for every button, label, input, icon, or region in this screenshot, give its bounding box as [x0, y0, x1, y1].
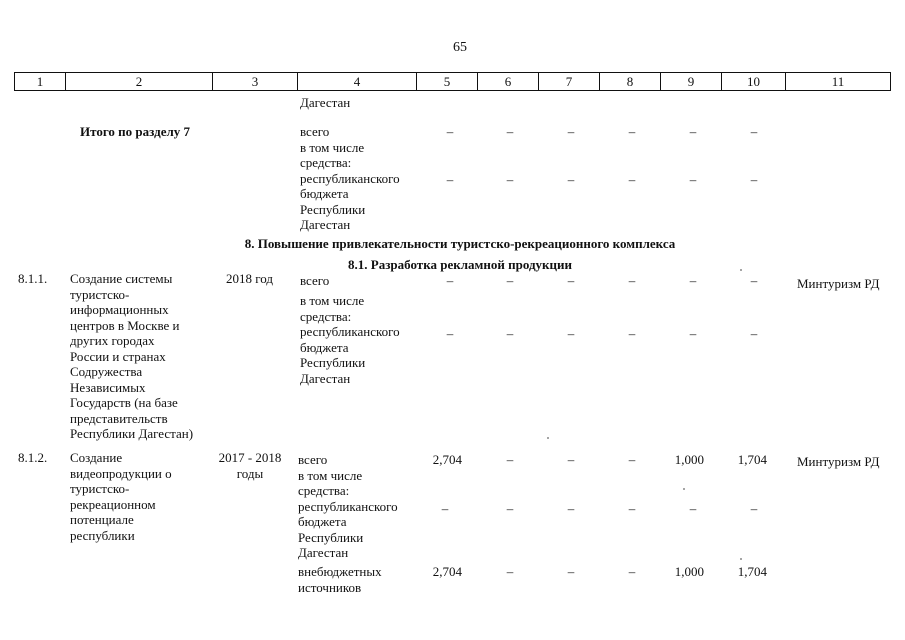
row-name-line: Республики Дагестан) [70, 426, 194, 441]
row-name-line: туристско- [70, 481, 130, 496]
source-line: всего [300, 124, 330, 139]
cell-dash: – [750, 273, 758, 288]
source-line: источников [298, 579, 362, 595]
section8-1-subtitle: 8.1. Разработка рекламной продукции [348, 257, 572, 272]
row-name-line: России и странах [70, 348, 166, 364]
source-line: Дагестан [298, 545, 349, 560]
cell-dash: – [628, 501, 636, 516]
row-period: годы [236, 465, 264, 481]
col-header-2: 2 [65, 72, 213, 91]
cell-dash: – [506, 501, 514, 516]
row-executor: Минтуризм РД [797, 454, 880, 469]
section7-total-label: Итого по разделу 7 [80, 124, 191, 139]
row-executor: Минтуризм РД [797, 276, 880, 291]
col-header-6: 6 [477, 72, 539, 91]
source-line: Республики [300, 355, 366, 370]
cell-dash: – [567, 452, 575, 467]
cell-dash: – [567, 124, 575, 139]
section8-title: 8. Повышение привлекательности туристско-рекреационного комплекса [244, 236, 676, 251]
source-line: бюджета [298, 514, 347, 529]
row-number: 8.1.2. [18, 450, 48, 465]
cell-dash: – [506, 452, 514, 467]
cell-dash: – [689, 273, 697, 288]
col-header-3: 3 [212, 72, 298, 91]
row-name-line: видеопродукции о [70, 465, 172, 481]
col-header-4: 4 [297, 72, 417, 91]
source-line: в том числе [300, 139, 365, 155]
source-line: республиканского [298, 498, 398, 514]
cell-dash: – [446, 326, 454, 341]
col-header-9: 9 [660, 72, 722, 91]
source-line: всего [298, 452, 328, 467]
cell-dash: – [446, 124, 454, 139]
cell-dash: – [628, 564, 636, 579]
cell-dash: – [689, 501, 697, 516]
cell-dash: – [750, 124, 758, 139]
cell-dash: – [750, 326, 758, 341]
source-line: внебюджетных [298, 564, 382, 579]
row-name-line: Содружества [70, 364, 143, 379]
source-line: республиканского [300, 324, 400, 339]
row-name-line: Независимых [70, 379, 146, 395]
col-header-7: 7 [538, 72, 600, 91]
source-line: всего [300, 273, 330, 288]
cell-dash: – [567, 273, 575, 288]
scan-speck [547, 437, 549, 439]
cell-dash: – [567, 172, 575, 187]
cell-dash: – [506, 273, 514, 288]
source-line: средства: [300, 308, 352, 324]
row-name-line: туристско- [70, 286, 130, 302]
row-name-line: республики [70, 527, 135, 543]
row-name-line: представительств [70, 410, 168, 426]
cell-dash: – [628, 273, 636, 288]
source-line: Республики [300, 201, 366, 217]
source-line: средства: [300, 155, 352, 170]
row-name-line: рекреационном [70, 496, 156, 512]
cell-dash: – [750, 501, 758, 516]
scan-speck [740, 269, 742, 271]
row-name-line: потенциале [70, 512, 134, 527]
cell-dash: – [689, 124, 697, 139]
scan-speck [683, 488, 685, 490]
cell-dash: – [628, 124, 636, 139]
source-line: бюджета [300, 339, 349, 355]
scan-speck [740, 558, 742, 560]
cell-dash: – [567, 501, 575, 516]
row-name-line: информационных [70, 302, 169, 317]
row-period: 2017 - 2018 [218, 450, 282, 465]
cell-dash: – [506, 564, 514, 579]
col-header-1: 1 [14, 72, 66, 91]
source-line: Республики [298, 529, 364, 545]
col-header-11: 11 [785, 72, 891, 91]
carryover-source-cont: Дагестан [300, 95, 351, 110]
col-header-10: 10 [721, 72, 786, 91]
cell-dash: – [506, 326, 514, 341]
cell-dash: – [567, 326, 575, 341]
source-line: бюджета [300, 186, 349, 201]
source-line: республиканского [300, 170, 400, 186]
cell-dash: – [750, 172, 758, 187]
col-header-8: 8 [599, 72, 661, 91]
source-line: в том числе [298, 467, 363, 483]
cell-dash: – [446, 172, 454, 187]
row-name-line: центров в Москве и [70, 317, 180, 333]
col-header-5: 5 [416, 72, 478, 91]
row-name-line: Создание [70, 450, 123, 465]
cell-dash: – [446, 273, 454, 288]
cell-dash: – [689, 172, 697, 187]
cell-value-col5: 2,704 [432, 564, 462, 579]
cell-dash: – [689, 326, 697, 341]
cell-dash: – [506, 172, 514, 187]
row-name-line: Государств (на базе [70, 395, 178, 410]
cell-value-col10: 1,704 [737, 564, 767, 579]
cell-value-col9: 1,000 [674, 564, 704, 579]
cell-dash: – [441, 501, 449, 516]
cell-value-col9: 1,000 [674, 452, 704, 467]
row-period: 2018 год [226, 271, 273, 286]
cell-value-col10: 1,704 [737, 452, 767, 467]
cell-dash: – [567, 564, 575, 579]
page-number: 65 [453, 40, 467, 55]
cell-dash: – [506, 124, 514, 139]
cell-dash: – [628, 326, 636, 341]
source-line: средства: [298, 483, 350, 498]
source-line: Дагестан [300, 370, 351, 386]
source-line: в том числе [300, 293, 365, 308]
source-line: Дагестан [300, 217, 351, 232]
row-number: 8.1.1. [18, 271, 48, 286]
cell-dash: – [628, 172, 636, 187]
cell-value-col5: 2,704 [432, 452, 462, 467]
row-name-line: Создание системы [70, 271, 173, 286]
cell-dash: – [628, 452, 636, 467]
row-name-line: других городах [70, 333, 155, 348]
